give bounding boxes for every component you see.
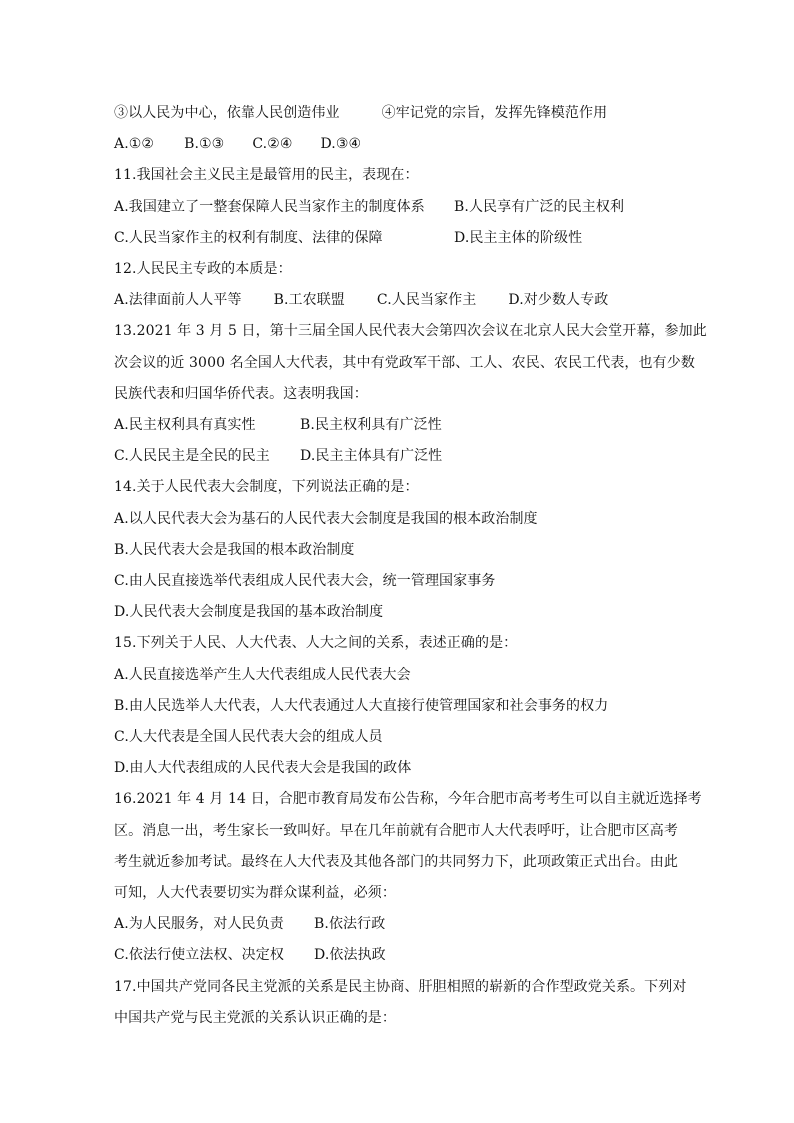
q16-stem-line-4: 可知，人大代表要切实为群众谋利益，必须： — [114, 885, 396, 902]
q13-option-b: B.民主权利具有广泛性 — [300, 417, 442, 434]
q14-stem: 14.关于人民代表大会制度，下列说法正确的是： — [114, 479, 419, 496]
q16-options-cd — [114, 940, 682, 971]
q16-options-ab — [114, 909, 682, 940]
q12-choice-b: B.工农联盟 — [273, 292, 345, 309]
q16-option-a: A.为人民服务，对人民负责 — [114, 916, 284, 933]
q15-option-a: A.人民直接选举产生人大代表组成人民代表大会 — [114, 666, 411, 683]
q10-choice-a: A.①② — [114, 136, 155, 153]
q10-choice-d: D.③④ — [320, 136, 362, 153]
q13-stem-line-2: 次会议的近 3000 名全国人大代表，其中有党政军干部、工人、农民、农民工代表，也有少数 — [114, 354, 695, 371]
q14-option-c: C.由人民直接选举代表组成人民代表大会，统一管理国家事务 — [114, 573, 496, 590]
q15-stem: 15.下列关于人民、人大代表、人大之间的关系，表述正确的是： — [114, 635, 518, 652]
q13-options-ab — [114, 410, 682, 441]
q12-choices-row — [114, 285, 682, 316]
q10-choice-c: C.②④ — [252, 136, 293, 153]
q10-option-3: ③以人民为中心，依靠人民创造伟业 — [114, 105, 340, 121]
q13-stem-line-3: 民族代表和归国华侨代表。这表明我国： — [114, 385, 368, 402]
q10-choices-row — [114, 129, 682, 160]
q11-option-c: C.人民当家作主的权利有制度、法律的保障 — [114, 229, 383, 246]
q11-option-b: B.人民享有广泛的民主权利 — [454, 198, 625, 215]
q16-stem-line-2: 区。消息一出，考生家长一致叫好。早在几年前就有合肥市人大代表呼吁，让合肥市区高考 — [114, 822, 678, 839]
q11-option-d: D.民主主体的阶级性 — [454, 229, 583, 246]
q17-stem-line-1: 17.中国共产党同各民主党派的关系是民主协商、肝胆相照的崭新的合作型政党关系。下列对 — [114, 978, 687, 995]
q12-stem: 12.人民民主专政的本质是： — [114, 261, 292, 278]
q11-options-ab — [114, 192, 682, 223]
q10-options-row — [114, 98, 682, 129]
q13-option-c: C.人民民主是全民的民主 — [114, 448, 270, 465]
q13-option-d: D.民主主体具有广泛性 — [300, 448, 443, 465]
q13-options-cd — [114, 441, 682, 472]
q11-option-a: A.我国建立了一整套保障人民当家作主的制度体系 — [114, 198, 425, 215]
q14-option-a: A.以人民代表大会为基石的人民代表大会制度是我国的根本政治制度 — [114, 510, 538, 527]
q15-option-c: C.人大代表是全国人民代表大会的组成人员 — [114, 729, 383, 746]
q16-option-c: C.依法行使立法权、决定权 — [114, 947, 284, 964]
q13-stem-line-1: 13.2021 年 3 月 5 日，第十三届全国人民代表大会第四次会议在北京人民大会堂开幕，参加此 — [114, 323, 707, 340]
q16-option-b: B.依法行政 — [314, 916, 386, 933]
q15-option-d: D.由人大代表组成的人民代表大会是我国的政体 — [114, 760, 412, 777]
q17-stem-line-2: 中国共产党与民主党派的关系认识正确的是： — [114, 1009, 396, 1026]
q14-option-d: D.人民代表大会制度是我国的基本政治制度 — [114, 604, 384, 621]
q11-options-cd — [114, 223, 682, 254]
q10-choice-b: B.①③ — [184, 136, 225, 153]
q15-option-b: B.由人民选举人大代表，人大代表通过人大直接行使管理国家和社会事务的权力 — [114, 697, 609, 714]
q16-option-d: D.依法执政 — [314, 947, 386, 964]
q12-choice-d: D.对少数人专政 — [508, 292, 609, 309]
q12-choice-a: A.法律面前人人平等 — [114, 292, 242, 309]
q10-option-4: ④牢记党的宗旨，发挥先锋模范作用 — [381, 105, 608, 121]
q14-option-b: B.人民代表大会是我国的根本政治制度 — [114, 541, 355, 558]
q16-stem-line-3: 考生就近参加考试。最终在人大代表及其他各部门的共同努力下，此项政策正式出台。由此 — [114, 853, 678, 870]
q13-option-a: A.民主权利具有真实性 — [114, 417, 256, 434]
q11-stem: 11.我国社会主义民主是最管用的民主，表现在： — [114, 167, 419, 184]
q16-stem-line-1: 16.2021 年 4 月 14 日，合肥市教育局发布公告称，今年合肥市高考考生可以自主就近选择考 — [114, 791, 702, 808]
q12-choice-c: C.人民当家作主 — [376, 292, 477, 309]
